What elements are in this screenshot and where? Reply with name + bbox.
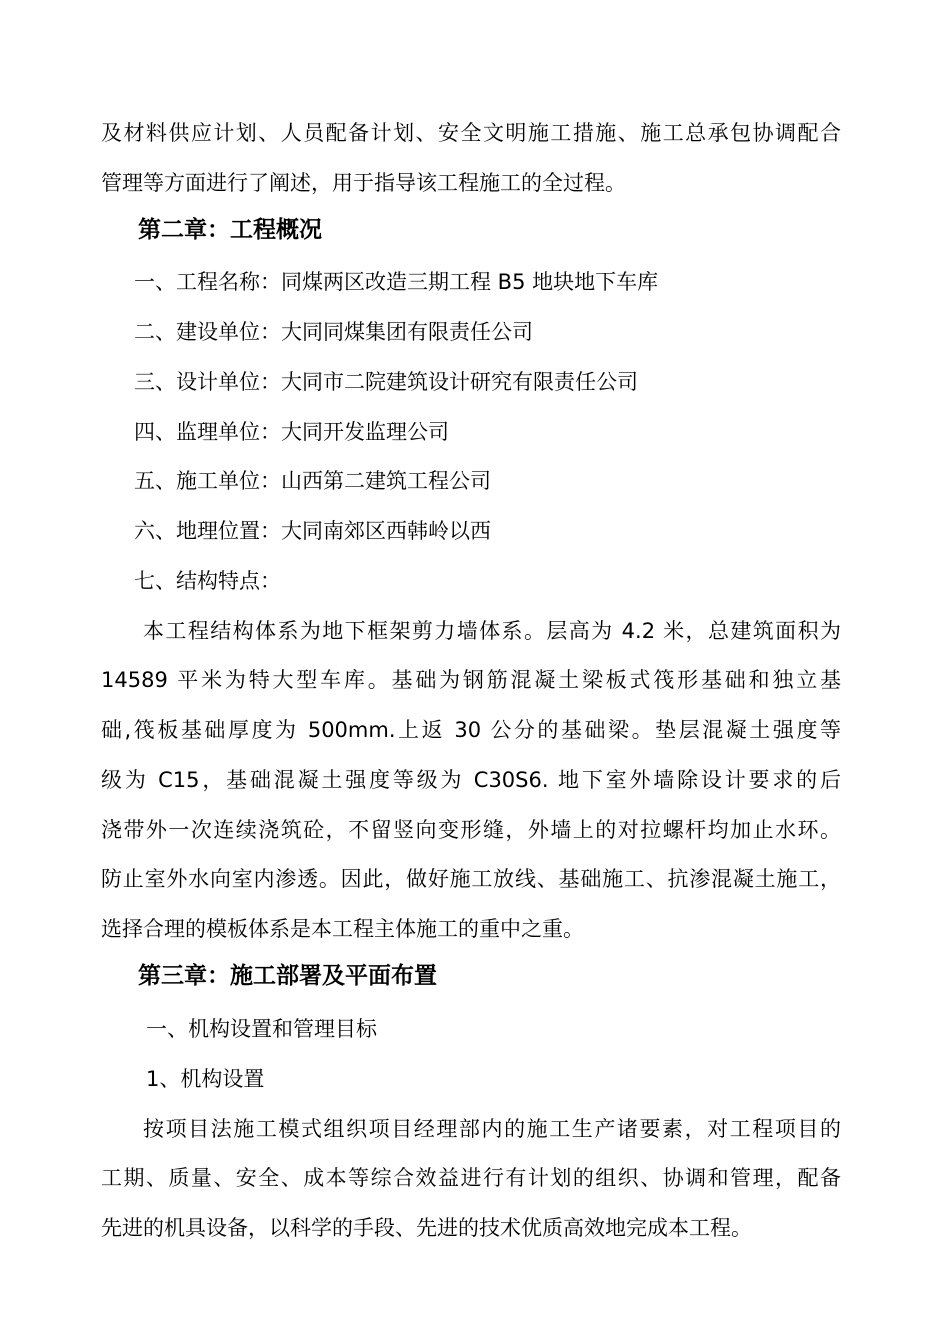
location-item: 六、地理位置：大同南郊区西韩岭以西: [134, 519, 491, 543]
organization-paragraph-line: 工期、质量、安全、成本等综合效益进行有计划的组织、协调和管理，配备: [101, 1166, 841, 1190]
organization-paragraph-line: 先进的机具设备，以科学的手段、先进的技术优质高效地完成本工程。: [101, 1216, 752, 1240]
structure-paragraph-line: 浇带外一次连续浇筑砼，不留竖向变形缝，外墙上的对拉螺杆均加止水环。: [101, 818, 841, 842]
structure-paragraph-line: 础,筏板基础厚度为 500mm.上返 30 公分的基础梁。垫层混凝土强度等: [101, 718, 841, 742]
structure-paragraph-line: 本工程结构体系为地下框架剪力墙体系。层高为 4.2 米，总建筑面积为: [143, 619, 841, 643]
structure-paragraph-line: 选择合理的模板体系是本工程主体施工的重中之重。: [101, 917, 584, 941]
structure-paragraph-line: 防止室外水向室内渗透。因此，做好施工放线、基础施工、抗渗混凝土施工，: [101, 867, 841, 891]
section-heading: 一、机构设置和管理目标: [146, 1017, 377, 1041]
project-name-item: 一、工程名称：同煤两区改造三期工程 B5 地块地下车库: [134, 270, 659, 294]
subsection-heading: 1、机构设置: [146, 1067, 265, 1091]
designer-item: 三、设计单位：大同市二院建筑设计研究有限责任公司: [134, 370, 638, 394]
chapter-3-title: 第三章：施工部署及平面布置: [138, 963, 437, 989]
organization-paragraph-line: 按项目法施工模式组织项目经理部内的施工生产诸要素，对工程项目的: [143, 1117, 841, 1141]
intro-line-1: 及材料供应计划、人员配备计划、安全文明施工措施、施工总承包协调配合: [101, 121, 841, 145]
contractor-item: 五、施工单位：山西第二建筑工程公司: [134, 469, 491, 493]
chapter-2-title: 第二章：工程概况: [138, 217, 322, 243]
intro-line-2: 管理等方面进行了阐述，用于指导该工程施工的全过程。: [101, 171, 626, 195]
structure-item: 七、结构特点：: [134, 569, 281, 593]
supervisor-item: 四、监理单位：大同开发监理公司: [134, 420, 449, 444]
owner-item: 二、建设单位：大同同煤集团有限责任公司: [134, 320, 533, 344]
structure-paragraph-line: 级为 C15，基础混凝土强度等级为 C30S6. 地下室外墙除设计要求的后: [101, 768, 841, 792]
structure-paragraph-line: 14589 平米为特大型车库。基础为钢筋混凝土梁板式筏形基础和独立基: [101, 668, 841, 692]
